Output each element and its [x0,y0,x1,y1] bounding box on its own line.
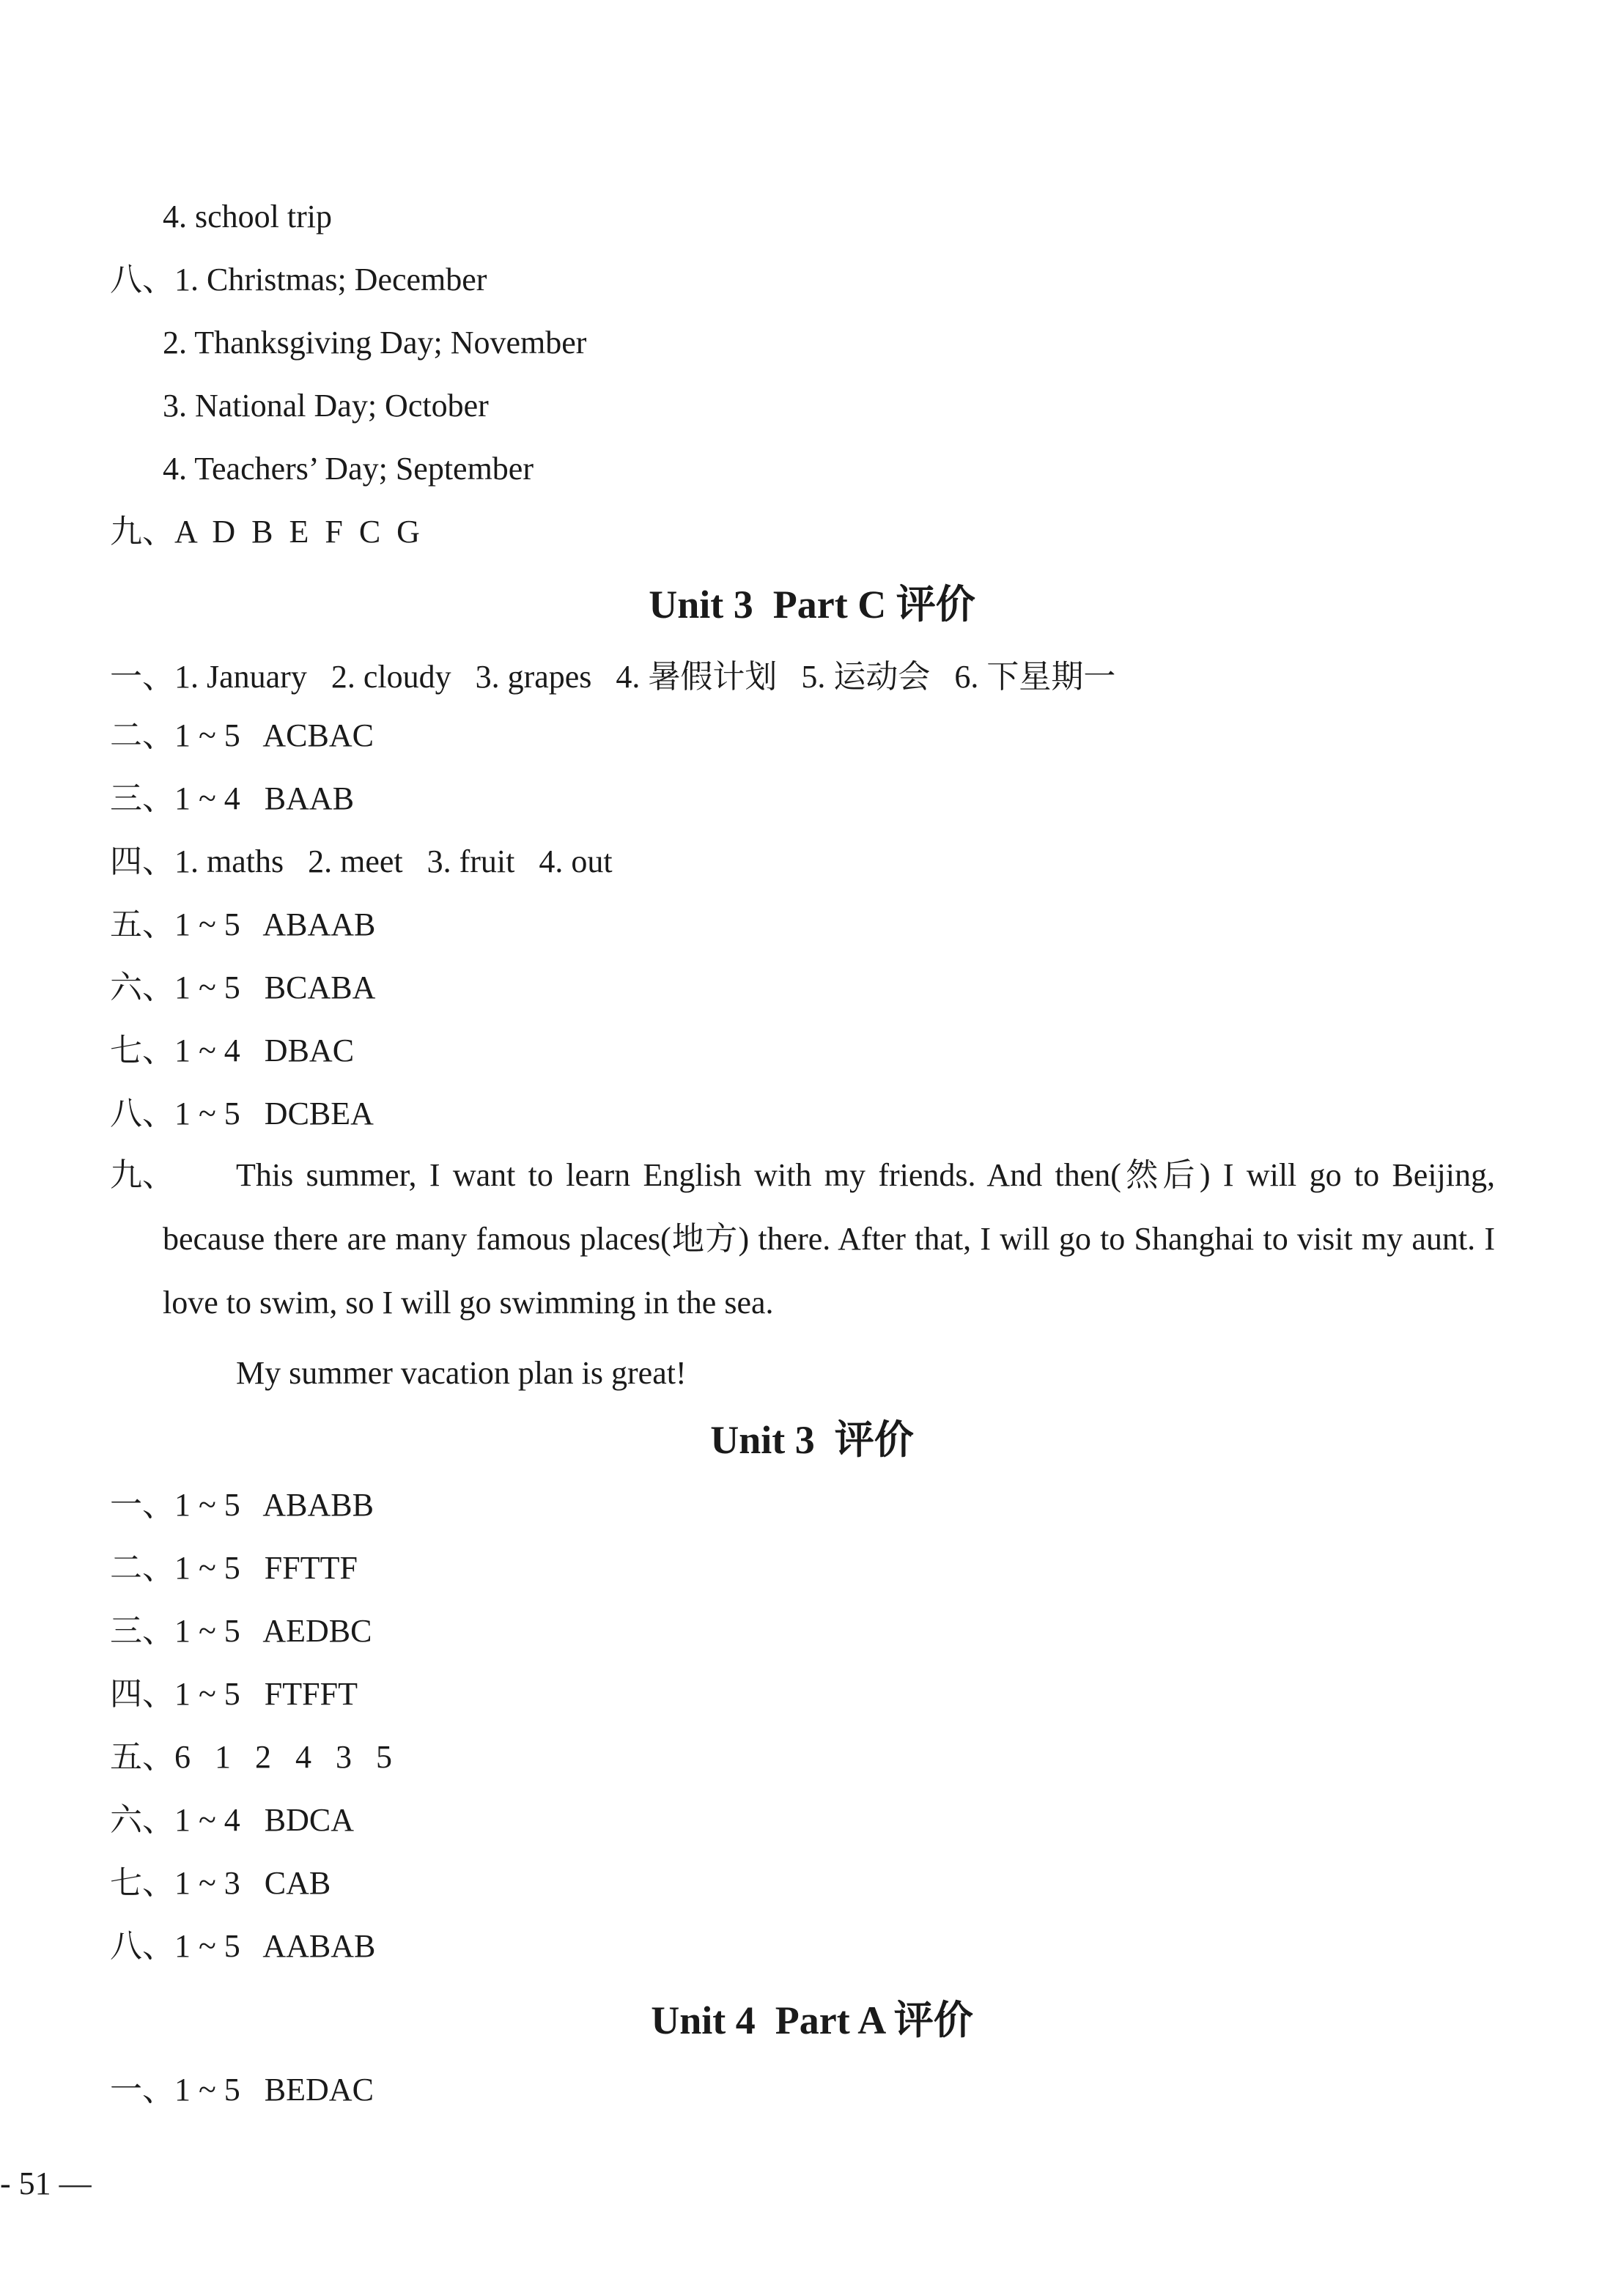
question-number: 一、 [110,1487,174,1523]
answer-line: 三、1 ~ 4 BAAB [110,777,354,821]
answer-line: 一、1. January 2. cloudy 3. grapes 4. 暑假计划 5. 运动会 6. 下星期一 [110,655,1115,699]
essay-paragraph: This summer, I want to learn English with my friends. And then(然后) I will go to Beijing, because there are many famous places(地方) there. After that, I will go to Shanghai to visit my aunt. I love to swim, so I will go swimming in the sea. [163,1157,1495,1321]
page-number: - 51 — [0,2165,92,2201]
answer-line: 八、1. Christmas; December [110,258,487,302]
question-number: 四、 [110,1676,174,1712]
section-heading: Unit 4 Part A 评价 [651,1998,973,2042]
answer-line: 六、1 ~ 5 BCABA [110,966,375,1010]
question-number: 九、 [110,514,174,550]
question-number: 五、 [110,1739,174,1775]
answer-line: 八、1 ~ 5 AABAB [110,1924,375,1968]
section-heading: Unit 3 评价 [710,1418,914,1462]
question-number: 九、 [110,1157,174,1193]
answer-line: 2. Thanksgiving Day; November [163,325,587,361]
question-number: 八、 [110,1928,174,1964]
question-number: 五、 [110,907,174,942]
question-number: 二、 [110,717,174,753]
answer-line: 一、1 ~ 5 ABABB [110,1483,374,1527]
answer-line: 4. Teachers’ Day; September [163,451,534,487]
question-number: 一、 [110,2072,174,2108]
question-number: 六、 [110,970,174,1005]
answer-line: 九、A D B E F C G [110,510,420,554]
question-number: 七、 [110,1033,174,1068]
answer-line: 六、1 ~ 4 BDCA [110,1798,354,1842]
question-number: 三、 [110,1613,174,1649]
question-number: 六、 [110,1802,174,1838]
answer-line: 4. school trip [163,199,332,235]
question-number: 八、 [110,262,174,298]
question-number: 三、 [110,780,174,816]
question-number: 八、 [110,1096,174,1131]
question-number: 四、 [110,843,174,879]
answer-line: 五、1 ~ 5 ABAAB [110,903,375,947]
answer-line: 一、1 ~ 5 BEDAC [110,2068,374,2112]
question-number: 七、 [110,1865,174,1901]
answer-line: 七、1 ~ 3 CAB [110,1861,331,1905]
essay-paragraph: My summer vacation plan is great! [236,1355,687,1391]
answer-line: 二、1 ~ 5 ACBAC [110,714,374,758]
answer-line: 3. National Day; October [163,388,489,424]
answer-line: 二、1 ~ 5 FFTTF [110,1546,358,1590]
question-number: 一、 [110,659,174,695]
question-number: 二、 [110,1550,174,1586]
answer-line: 五、6 1 2 4 3 5 [110,1735,392,1779]
answer-line: 四、1 ~ 5 FTFFT [110,1672,358,1716]
answer-line: 三、1 ~ 5 AEDBC [110,1609,372,1653]
answer-line: 四、1. maths 2. meet 3. fruit 4. out [110,840,613,884]
answer-line: 七、1 ~ 4 DBAC [110,1029,354,1073]
answer-line: 八、1 ~ 5 DCBEA [110,1092,374,1136]
section-heading: Unit 3 Part C 评价 [649,583,975,627]
